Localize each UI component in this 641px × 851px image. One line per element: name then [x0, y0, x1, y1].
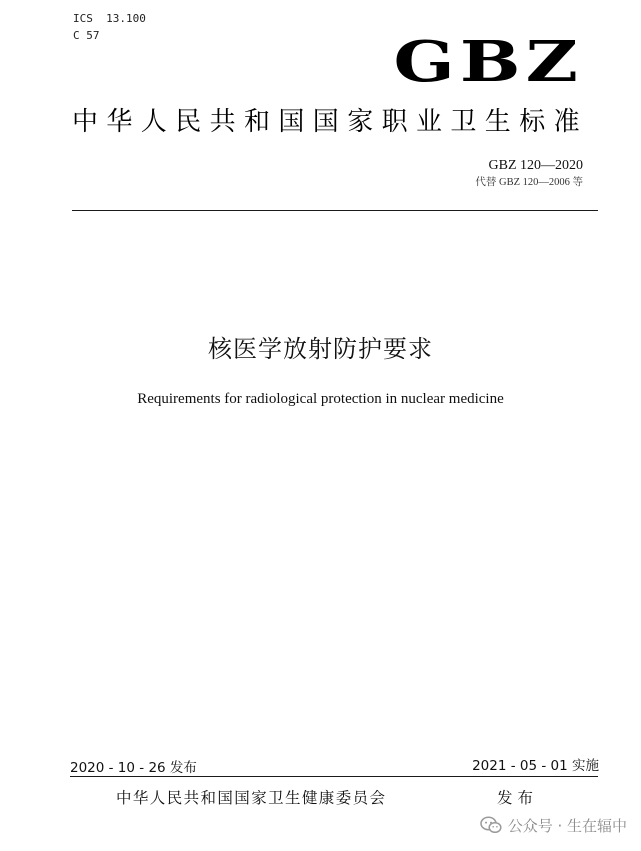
issuing-action: 发布: [497, 789, 539, 807]
watermark-text: 公众号 · 生在辐中: [507, 816, 627, 835]
footer-divider: [70, 776, 598, 777]
ics-code: ICS 13.100: [73, 12, 146, 25]
wechat-icon: [480, 816, 502, 834]
standard-number: GBZ 120—2020: [488, 158, 583, 173]
gbz-logo: GBZ: [393, 29, 583, 95]
standard-category-title: 中华人民共和国国家职业卫生标准: [72, 107, 589, 137]
document-title: 核医学放射防护要求: [208, 335, 433, 363]
classification-codes: [73, 10, 146, 44]
replaces-note: 代替 GBZ 120—2006 等: [475, 177, 583, 188]
document-title-english: Requirements for radiological protection in nuclear medicine: [137, 391, 504, 407]
ccs-code: C 57: [73, 29, 100, 42]
issue-date: 2020 - 10 - 26 发布: [70, 760, 197, 776]
watermark: [480, 812, 627, 838]
header-divider: [72, 210, 598, 211]
effective-date: 2021 - 05 - 01 实施: [472, 758, 599, 774]
issuing-authority: 中华人民共和国国家卫生健康委员会: [116, 789, 387, 807]
